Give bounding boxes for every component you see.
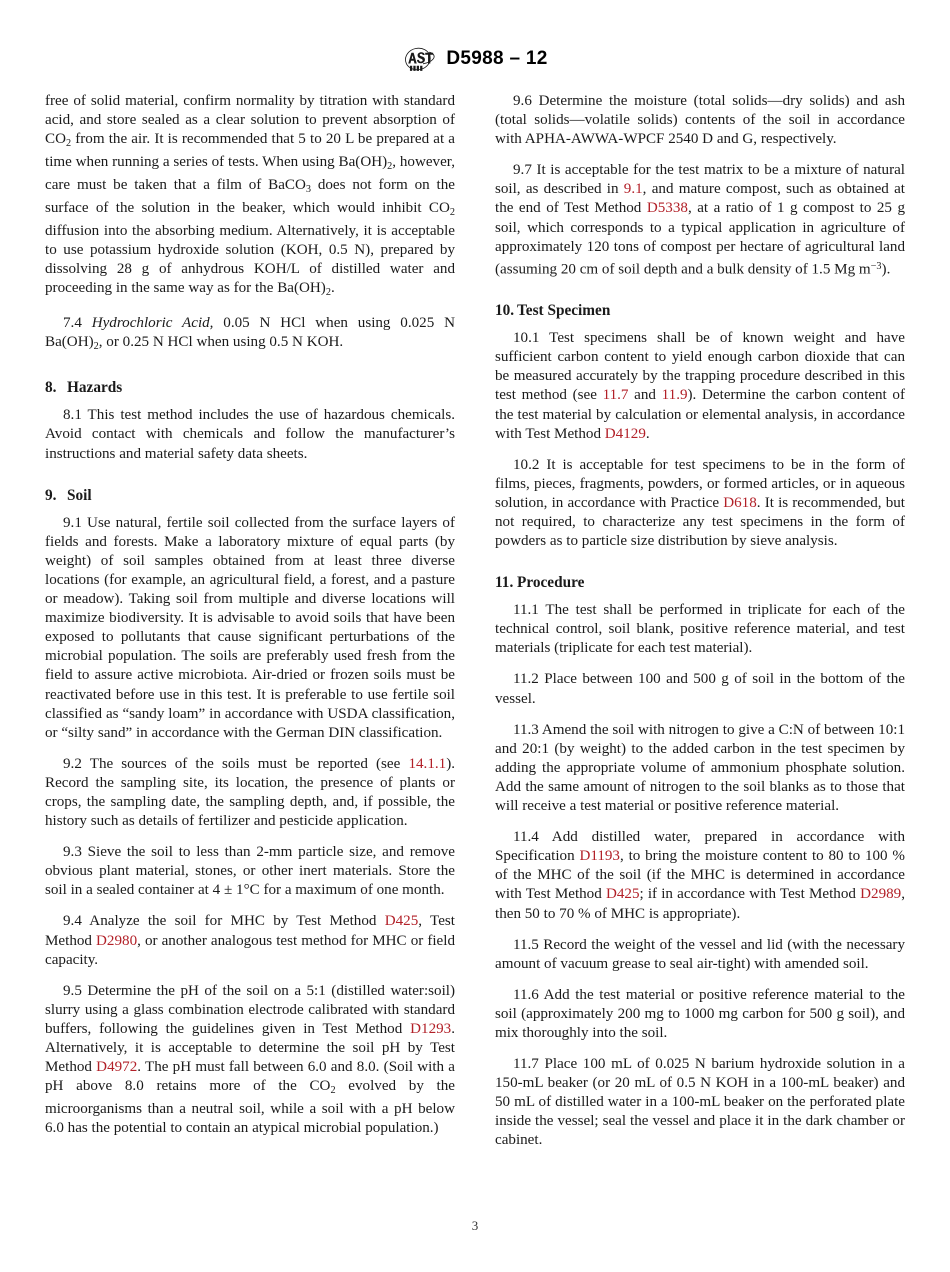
document-designation: D5988 – 12 [446, 48, 548, 69]
astm-logo-icon [402, 46, 436, 72]
para-9-4: 9.4 Analyze the soil for MHC by Test Method D425, Test Method D2980, or another analogous test method for MHC or field capacity. [45, 913, 455, 968]
para-9-3: 9.3 Sieve the soil to less than 2-mm particle size, and remove obvious plant material, stones, or other inert materials. Store the soil in a sealed container at 4 ± 1°C for a maximum of one month. [45, 844, 455, 899]
para-11-7: 11.7 Place 100 mL of 0.025 N barium hydroxide solution in a 150-mL beaker (or 20 mL of 0.5 N KOH in a 100-mL beaker) and 50 mL of distilled water in a 100-mL beaker on the perforated plate inside the vessel; seal the vessel and place it in the dark chamber or cabinet. [495, 1056, 905, 1149]
para-9-7: 9.7 It is acceptable for the test matrix to be a mixture of natural soil, as described in 9.1, and mature compost, such as obtained at the end of Test Method D5338, at a ratio of 1 g compost to 25 g soil, which corresponds to a typical application in agriculture of approximately 120 tons of compost per hectare of agricultural land (assuming 20 cm of soil depth and a bulk density of 1.5 Mg $m^{-3}$). [495, 162, 905, 278]
para-7-3-cont: free of solid material, confirm normality by titration with standard acid, and store sealed as a clear solution to prevent absorption of $CO_2$ from the air. It is recommended that 5 to 20 L be prepared at a time when running a series of tests. When using $Ba(OH)_2$, however, care must be taken that a film of BaCO$_3$ does not form on the surface of the solution in the beaker, which would inhibit $CO_2$ diffusion into the absorbing medium. Alternatively, it is acceptable to use potassium hydroxide solution (KOH, 0.5 N), prepared by dissolving 28 g of anhydrous KOH/L of distilled water and proceeding in the same way as for the $Ba(OH)_2$. [45, 93, 456, 299]
section-number: 10. [495, 302, 515, 320]
section-title: Procedure [517, 574, 585, 592]
section-number: 9. [45, 486, 57, 504]
para-8-1: 8.1 This test method includes the use of hazardous chemicals. Avoid contact with chemicals and follow the manufacturer’s instructions and material safety data sheets. [45, 407, 455, 462]
para-7-4: 7.4 Hydrochloric Acid, 0.05 N HCl when using 0.025 N $Ba(OH)_2$, or 0.25 N HCl when using 0.5 N KOH. [45, 315, 455, 353]
para-11-4: 11.4 Add distilled water, prepared in accordance with Specification D1193, to bring the moisture content to 80 to 100 % of the MHC of the soil (if the MHC is determined in accordance with Test Method D425; if in accordance with Test Method D2989, then 50 to 70 % of MHC is appropriate). [495, 829, 905, 922]
section-heading-10 [495, 301, 905, 320]
para-11-2: 11.2 Place between 100 and 500 g of soil in the bottom of the vessel. [495, 671, 905, 707]
page-header [0, 46, 950, 72]
section-title: Hazards [67, 379, 123, 397]
section-heading-8 [45, 378, 455, 397]
page-number: 3 [471, 1218, 479, 1233]
section-title: Test Specimen [517, 302, 611, 320]
para-11-5: 11.5 Record the weight of the vessel and lid (with the necessary amount of vacuum grease to seal air-tight) with amended soil. [495, 936, 905, 972]
two-column-body [45, 92, 905, 1151]
section-title: Soil [67, 486, 92, 504]
para-9-5: 9.5 Determine the pH of the soil on a 5:1 (distilled water:soil) slurry using a glass combination electrode calibrated with standard buffers, following the guidelines given in Test Method D1293. Alternatively, it is acceptable to determine the soil pH by Test Method D4972. The pH must fall between 6.0 and 8.0. (Soil with a pH above 8.0 retains more of the $CO_2$ evolved by the microorganisms than a neutral soil, while a soil with a pH below 6.0 has the potential to contain an atypical microbial population.) [45, 982, 455, 1137]
para-10-2: 10.2 It is acceptable for test specimens to be in the form of films, pieces, fragments, powders, or formed articles, or in aqueous solution, in accordance with Practice D618. It is recommended, but not required, to characterize any test specimens in the form of powders as to particle size distribution by sieve analysis. [495, 456, 905, 550]
para-9-1: 9.1 Use natural, fertile soil collected from the surface layers of fields and forests. Make a laboratory mixture of equal parts (by weight) of soil samples obtained from at least three diverse locations (for example, an agricultural field, a forest, and a pasture or meadow). Taking soil from multiple and diverse locations will maximize biodiversity. It is advisable to avoid soils that have been exposed to pollutants that cause significant perturbations of the microbial population. The soils are preferably used fresh from the field to assure active microbiota. Air-dried or frozen soils must be reactivated before use in this test. It is preferable to use fertile soil classified as “sandy loam” in accordance with USDA classification, or “silty sand” in accordance with the German DIN classification. [45, 514, 455, 741]
section-number: 8. [45, 379, 57, 397]
section-heading-9 [45, 486, 455, 505]
para-11-6: 11.6 Add the test material or positive reference material to the soil (approximately 200 mg to 1000 mg carbon for 500 g soil), and mix thoroughly into the soil. [495, 986, 905, 1041]
right-column [495, 92, 905, 1151]
left-column [45, 92, 455, 1151]
para-9-6: 9.6 Determine the moisture (total solids—dry solids) and ash (total solids—volatile solids) contents of the soil in accordance with APHA-AWWA-WPCF 2540 D and G, respectively. [495, 93, 905, 148]
para-11-3: 11.3 Amend the soil with nitrogen to give a C:N of between 10:1 and 20:1 (by weight) to the added carbon in the test specimen by adding the appropriate volume of ammonium phosphate solution. Add the same amount of nitrogen to the soil blanks as to those that will receive a test material or positive reference material. [495, 721, 905, 815]
para-10-1: 10.1 Test specimens shall be of known weight and have sufficient carbon content to yield enough carbon dioxide that can be measured accurately by the trapping procedure described in this test method (see 11.7 and 11.9). Determine the carbon content of the test material by calculation or elemental analysis, in accordance with Test Method D4129. [495, 330, 906, 442]
section-heading-11 [495, 573, 905, 592]
para-9-2: 9.2 The sources of the soils must be reported (see 14.1.1). Record the sampling site, its location, the presence of plants or crops, the sampling date, the sampling depth, and, if possible, the history such as details of fertilizer and pesticide application. [45, 755, 455, 830]
para-11-1: 11.1 The test shall be performed in triplicate for each of the technical control, soil blank, positive reference material, and test materials (triplicate for each test material). [495, 602, 905, 657]
section-number: 11. [495, 574, 514, 592]
